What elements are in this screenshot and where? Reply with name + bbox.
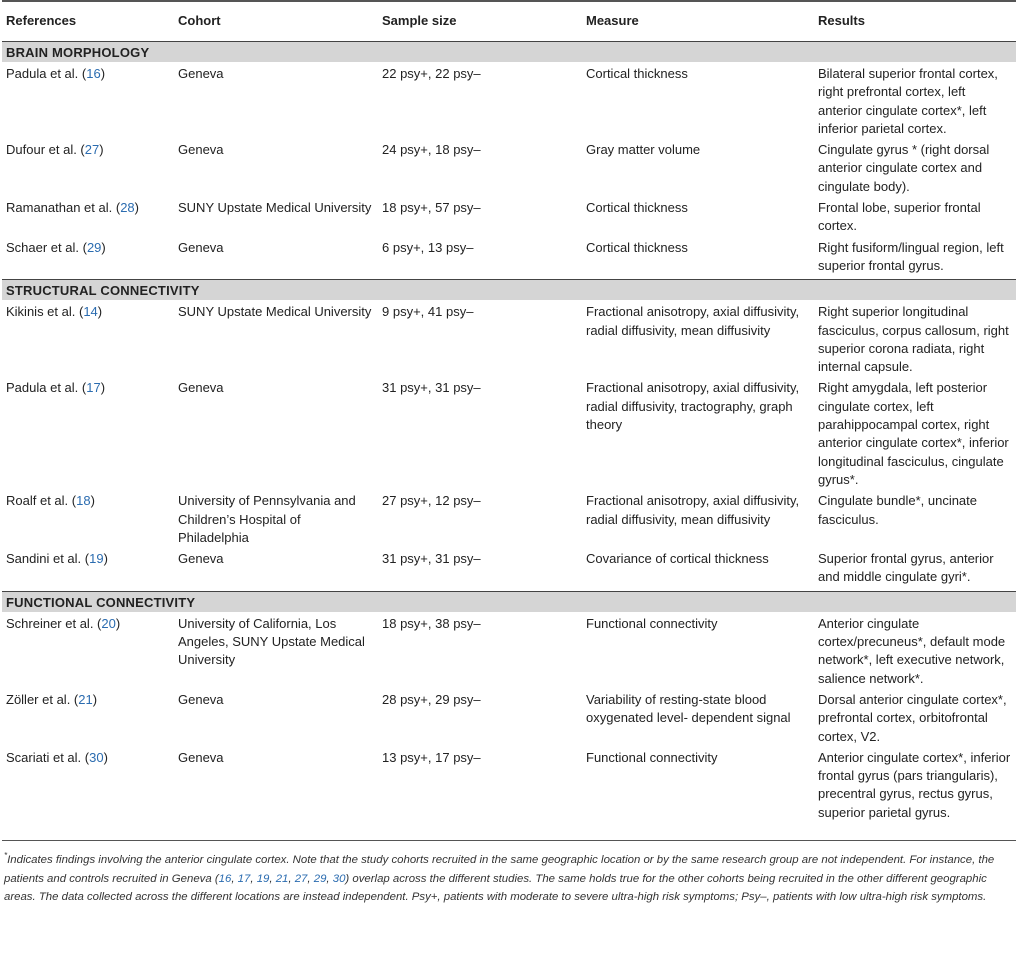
cell-sample-size: 22 psy+, 22 psy– [382,66,481,81]
reference-close: ) [115,615,121,631]
table-row [2,236,1016,280]
table-row [2,547,1016,591]
cell-measure: Variability of resting-state blood oxygenated level- dependent signal [586,691,791,726]
reference-close: ) [99,142,104,158]
cell-measure: Functional connectivity [586,749,718,765]
table-body [2,42,1016,826]
reference-close: ) [101,239,106,255]
footnote-reference-link[interactable]: 27 [294,872,308,885]
reference-author: Scariati et al. ( [6,749,90,765]
reference-close: ) [103,749,108,765]
cell-sample-size: 18 psy+, 38 psy– [382,615,481,631]
footnote-reference-link[interactable]: 21 [275,872,289,885]
header-measure: Measure [582,1,814,42]
cell-cohort: Geneva [178,380,224,396]
cell-results: Dorsal anterior cingulate cortex*, prefrontal cortex, orbitofrontal cortex, V2. [818,691,1007,744]
cell-measure: Cortical thickness [586,239,688,255]
reference-author: Padula et al. ( [6,66,87,81]
footnote-text-2: ) overlap across the different studies. The same holds true for the other cohorts being recruited in the other different geographic areas. The data collected across the different locations are instead independent. Psy+, patients with moderate to severe ultra-high risk symptoms; Psy–, patients with low ultra-high risk symptoms. [4,872,987,904]
cell-measure: Covariance of cortical thickness [586,551,769,567]
cell-measure: Cortical thickness [586,200,688,216]
table-footnote [2,840,1016,907]
cell-measure: Fractional anisotropy, axial diffusivity, radial diffusivity, mean diffusivity [586,304,800,338]
cell-measure: Gray matter volume [586,142,701,158]
reference-author: Padula et al. ( [6,380,87,396]
cell-results: Anterior cingulate cortex/precuneus*, default mode network*, left executive network, salience network*. [818,615,1006,686]
cell-results: Frontal lobe, superior frontal cortex. [818,200,981,234]
cell-reference [2,489,174,547]
reference-close: ) [92,691,98,707]
reference-link[interactable]: 18 [76,493,91,509]
reference-close: ) [134,200,139,216]
reference-link[interactable]: 30 [89,749,104,765]
cell-measure: Cortical thickness [586,66,688,81]
table-row [2,489,1016,547]
table-row [2,376,1016,489]
reference-close: ) [103,551,108,567]
cell-measure: Functional connectivity [586,615,718,631]
section-title: FUNCTIONAL CONNECTIVITY [2,591,1016,612]
reference-close: ) [90,493,95,509]
reference-link[interactable]: 17 [86,380,101,396]
cell-results: Anterior cingulate cortex*, inferior frontal gyrus (pars triangularis), precentral gyrus, rectus gyrus, superior parietal gyrus. [818,749,1011,820]
footnote-refs: 16, 17, 19, 21, 27, 29, 30 [218,872,346,885]
table-row [2,746,1016,826]
cell-cohort: Geneva [178,551,224,567]
table-row [2,612,1016,688]
cell-reference [2,376,174,489]
cell-reference [2,547,174,591]
table-container [2,0,1016,907]
cell-reference [2,300,174,376]
reference-author: Ramanathan et al. ( [6,200,121,216]
footnote-reference-link[interactable]: 17 [237,872,251,885]
reference-link[interactable]: 16 [86,66,101,81]
cell-results: Right fusiform/lingual region, left superior frontal gyrus. [818,239,1004,273]
table-row [2,688,1016,746]
footnote-reference-link[interactable]: 30 [332,872,346,885]
cell-cohort: University of California, Los Angeles, SUNY Upstate Medical University [178,615,365,668]
section-title: STRUCTURAL CONNECTIVITY [2,280,1016,301]
section-title: BRAIN MORPHOLOGY [2,42,1016,63]
cell-results: Cingulate bundle*, uncinate fasciculus. [818,493,978,527]
reference-author: Schreiner et al. ( [6,615,102,631]
reference-link[interactable]: 29 [86,239,102,255]
cell-results: Bilateral superior frontal cortex, right prefrontal cortex, left anterior cingulate cortex*, left inferior parietal cortex. [818,66,998,136]
reference-close: ) [97,304,103,320]
footnote-reference-link[interactable]: 16 [218,872,232,885]
cell-results: Superior frontal gyrus, anterior and middle cingulate gyri*. [818,551,994,585]
cell-reference [2,746,174,826]
cell-cohort: SUNY Upstate Medical University [178,200,372,216]
reference-close: ) [100,66,106,81]
cell-results: Right amygdala, left posterior cingulate cortex, left parahippocampal cortex, right anterior cingulate cortex*, inferior longitudinal fasciculus, cingulate gyrus*. [818,380,1009,487]
cell-cohort: Geneva [178,142,224,158]
header-sample-size: Sample size [378,1,582,42]
cell-cohort: SUNY Upstate Medical University [178,304,372,320]
cell-sample-size: 24 psy+, 18 psy– [382,142,481,158]
cell-cohort: Geneva [178,749,224,765]
cell-sample-size: 6 psy+, 13 psy– [382,239,474,255]
header-results: Results [814,1,1016,42]
table-row [2,138,1016,196]
results-table [2,0,1016,826]
cell-measure: Fractional anisotropy, axial diffusivity, radial diffusivity, mean diffusivity [586,493,800,527]
reference-author: Kikinis et al. ( [6,304,84,320]
reference-link[interactable]: 20 [101,615,116,631]
cell-sample-size: 13 psy+, 17 psy– [382,749,481,765]
table-row [2,196,1016,236]
reference-author: Roalf et al. ( [6,493,77,509]
section-row [2,591,1016,612]
cell-cohort: University of Pennsylvania and Children’s Hospital of Philadelphia [178,493,356,545]
cell-sample-size: 31 psy+, 31 psy– [382,551,481,567]
footnote-reference-link[interactable]: 19 [256,872,270,885]
cell-reference [2,236,174,280]
cell-sample-size: 27 psy+, 12 psy– [382,493,481,509]
footnote-reference-link[interactable]: 29 [313,872,327,885]
reference-author: Zöller et al. ( [6,691,79,707]
table-header [2,1,1016,42]
cell-reference [2,138,174,196]
footnote-text-1: Indicates findings involving the anterior cingulate cortex. Note that the study cohorts recruited in the same geographic location or by the same research group are not independent. For instance, the patients and controls recruited in Geneva ( [4,853,995,885]
cell-sample-size: 18 psy+, 57 psy– [382,200,481,216]
cell-reference [2,688,174,746]
cell-sample-size: 31 psy+, 31 psy– [382,380,481,396]
section-row [2,280,1016,301]
reference-link[interactable]: 14 [83,304,98,320]
reference-close: ) [100,380,106,396]
cell-reference [2,612,174,688]
reference-link[interactable]: 27 [84,142,100,158]
cell-sample-size: 9 psy+, 41 psy– [382,304,474,320]
reference-link[interactable]: 21 [78,691,93,707]
cell-cohort: Geneva [178,239,224,255]
cell-cohort: Geneva [178,691,224,707]
table-row [2,62,1016,138]
cell-reference [2,196,174,236]
table-row [2,300,1016,376]
section-row [2,42,1016,63]
cell-results: Cingulate gyrus * (right dorsal anterior cingulate cortex and cingulate body). [818,142,990,194]
cell-reference [2,62,174,138]
footnote-star: * [4,851,8,861]
reference-author: Sandini et al. ( [6,551,90,567]
header-references: References [2,1,174,42]
reference-link[interactable]: 28 [120,200,135,216]
cell-cohort: Geneva [178,66,224,81]
reference-link[interactable]: 19 [89,551,104,567]
cell-measure: Fractional anisotropy, axial diffusivity, radial diffusivity, tractography, graph theory [586,380,800,433]
cell-results: Right superior longitudinal fasciculus, corpus callosum, right superior corona radiata, right internal capsule. [818,304,1009,375]
reference-author: Dufour et al. ( [6,142,85,158]
cell-sample-size: 28 psy+, 29 psy– [382,691,481,707]
header-cohort: Cohort [174,1,378,42]
reference-author: Schaer et al. ( [6,239,87,255]
